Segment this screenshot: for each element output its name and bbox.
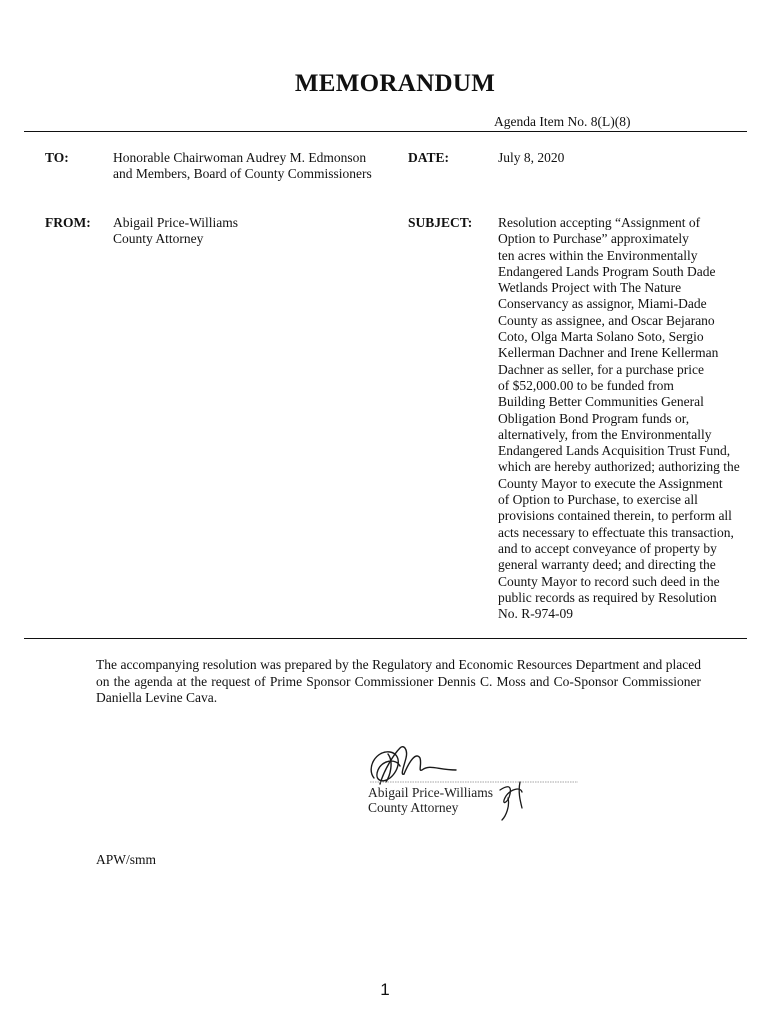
- date-label: DATE:: [408, 150, 450, 165]
- subject-line: public records as required by Resolution: [498, 589, 717, 605]
- subject-line: Resolution accepting “Assignment of: [498, 215, 701, 230]
- subject-line: general warranty deed; and directing the: [498, 557, 716, 573]
- to-line: and Members, Board of County Commissioners: [113, 166, 372, 182]
- memo-title: MEMORANDUM: [294, 70, 496, 97]
- subject-line: Endangered Lands Program South Dade: [498, 263, 716, 279]
- subject-line: Dachner as seller, for a purchase price: [498, 361, 704, 377]
- signer-name: Abigail Price-Williams: [368, 785, 494, 800]
- header-divider: [24, 131, 747, 132]
- subject-line: Conservancy as assignor, Miami-Dade: [498, 296, 707, 312]
- subject-line: of Option to Purchase, to exercise all: [498, 492, 698, 508]
- subject-line: provisions contained therein, to perform all: [498, 508, 732, 524]
- from-line: County Attorney: [113, 231, 204, 247]
- subject-line: County Mayor to execute the Assignment: [498, 475, 723, 491]
- body-paragraph: The accompanying resolution was prepared by the Regulatory and Economic Resources Department and placed on the agenda at the request of Prime Sponsor Commissioner Dennis C. Moss and Co-Sponsor Commissioner Daniella Levine Cava.: [96, 657, 701, 705]
- subject-line: of $52,000.00 to be funded from: [498, 377, 674, 393]
- subject-line: No. R-974-09: [498, 606, 573, 622]
- page-number: 1: [380, 980, 390, 999]
- signature-block: [368, 785, 493, 815]
- subject-line: alternatively, from the Environmentally: [498, 426, 712, 442]
- subject-line: Option to Purchase” approximately: [498, 231, 689, 247]
- subject-line: Kellerman Dachner and Irene Kellerman: [498, 345, 719, 361]
- date-value: July 8, 2020: [498, 150, 565, 165]
- subject-line: ten acres within the Environmentally: [498, 247, 698, 263]
- from-line: Abigail Price-Williams: [113, 215, 239, 230]
- subject-line: Endangered Lands Acquisition Trust Fund,: [498, 443, 731, 459]
- typist-initials: APW/smm: [96, 852, 157, 867]
- subject-line: Wetlands Project with The Nature: [498, 280, 682, 296]
- subject-line: Coto, Olga Marta Solano Soto, Sergio: [498, 329, 704, 345]
- subject-label: SUBJECT:: [408, 215, 473, 230]
- subject-line: County as assignee, and Oscar Bejarano: [498, 312, 715, 328]
- to-line: Honorable Chairwoman Audrey M. Edmonson: [113, 150, 367, 165]
- from-sender: [113, 215, 238, 248]
- from-label: FROM:: [45, 215, 91, 230]
- agenda-item-number: Agenda Item No. 8(L)(8): [494, 114, 631, 129]
- subject-line: and to accept conveyance of property by: [498, 540, 717, 556]
- subject-text: [498, 215, 760, 622]
- subject-line: which are hereby authorized; authorizing the: [498, 459, 740, 475]
- to-label: TO:: [45, 150, 69, 165]
- subject-line: Building Better Communities General: [498, 394, 704, 410]
- subject-line: County Mayor to record such deed in the: [498, 573, 720, 589]
- to-recipient: [113, 150, 372, 183]
- subject-line: Obligation Bond Program funds or,: [498, 410, 690, 426]
- signer-title: County Attorney: [368, 800, 459, 815]
- subject-line: acts necessary to effectuate this transaction,: [498, 524, 734, 540]
- subject-divider: [24, 638, 747, 639]
